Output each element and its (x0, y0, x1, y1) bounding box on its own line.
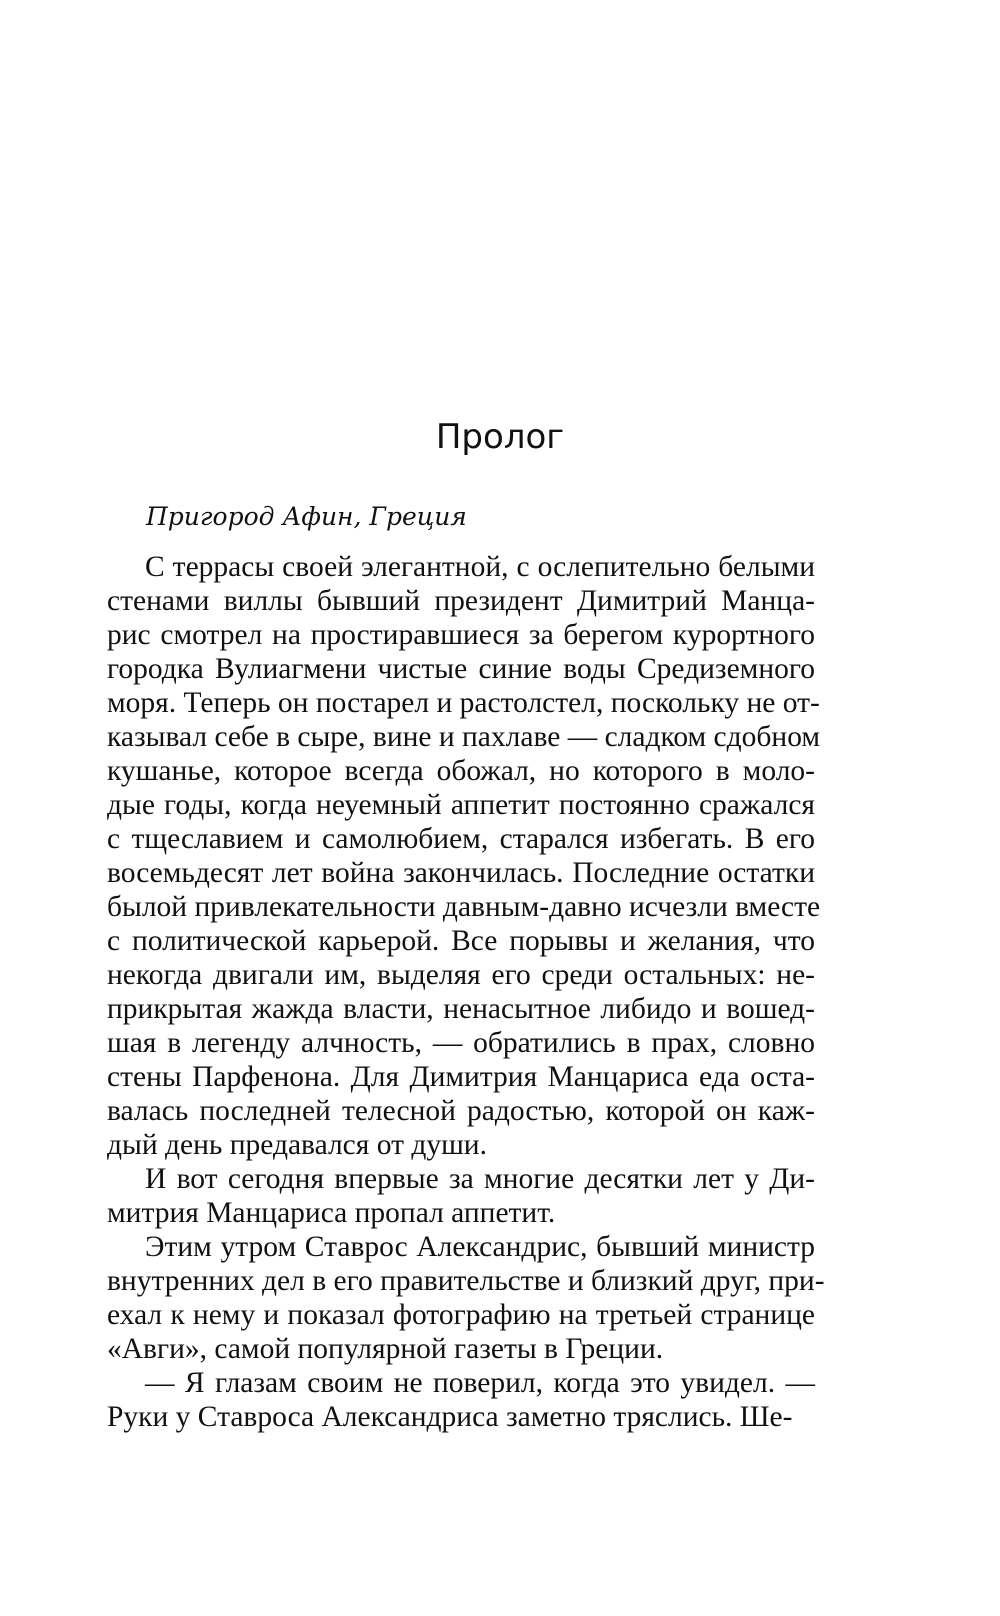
chapter-title: Пролог (435, 417, 565, 457)
text-line: Этим утром Ставрос Александрис, бывший министр (145, 1231, 815, 1263)
text-line: «Авги», самой популярной газеты в Греции. (107, 1333, 664, 1365)
text-line: с тщеславием и самолюбием, старался избегать. В его (107, 823, 815, 855)
text-line: шая в легенду алчность, — обратились в прах, словно (107, 1027, 815, 1059)
text-line: восемьдесят лет война закончилась. Последние остатки (107, 857, 815, 889)
text-line: рис смотрел на простиравшиеся за берегом курортного (107, 619, 815, 651)
text-line: стены Парфенона. Для Димитрия Манцариса еда оста- (107, 1061, 815, 1093)
text-line: моря. Теперь он постарел и растолстел, поскольку не от- (107, 687, 820, 719)
paragraph (107, 1162, 815, 1230)
text-line: стенами виллы бывший президент Димитрий Манца- (107, 585, 815, 617)
text-line: прикрытая жажда власти, ненасытное либидо и вошед- (107, 993, 815, 1025)
paragraph (107, 1366, 815, 1434)
text-line: городка Вулиагмени чистые синие воды Средиземного (107, 653, 815, 685)
paragraph (107, 550, 821, 1162)
text-line: дый день предавался от души. (107, 1129, 487, 1161)
text-line: ехал к нему и показал фотографию на третьей странице (107, 1299, 815, 1331)
text-line: С террасы своей элегантной, с ослепительно белыми (145, 551, 815, 583)
chapter-place-subtitle: Пригород Афин, Греция (146, 502, 467, 531)
text-line: внутренних дел в его правительстве и близкий друг, при- (107, 1265, 825, 1297)
text-line: И вот сегодня впервые за многие десятки лет у Ди- (145, 1163, 815, 1195)
body-text (107, 550, 825, 1434)
paragraph (107, 1230, 825, 1366)
text-line: Руки у Ставроса Александриса заметно тряслись. Ше- (107, 1401, 793, 1433)
text-line: — Я глазам своим не поверил, когда это увидел. — (145, 1367, 815, 1399)
text-line: с политической карьерой. Все порывы и желания, что (107, 925, 815, 957)
text-line: былой привлекательности давным-давно исчезли вместе (107, 891, 821, 923)
text-line: кушанье, которое всегда обожал, но которого в моло- (107, 755, 815, 787)
text-line: митрия Манцариса пропал аппетит. (107, 1197, 556, 1229)
text-line: дые годы, когда неуемный аппетит постоянно сражался (107, 789, 815, 821)
text-line: валась последней телесной радостью, которой он каж- (107, 1095, 815, 1127)
text-line: казывал себе в сыре, вине и пахлаве — сладком сдобном (107, 721, 821, 753)
text-line: некогда двигали им, выделяя его среди остальных: не- (107, 959, 815, 991)
